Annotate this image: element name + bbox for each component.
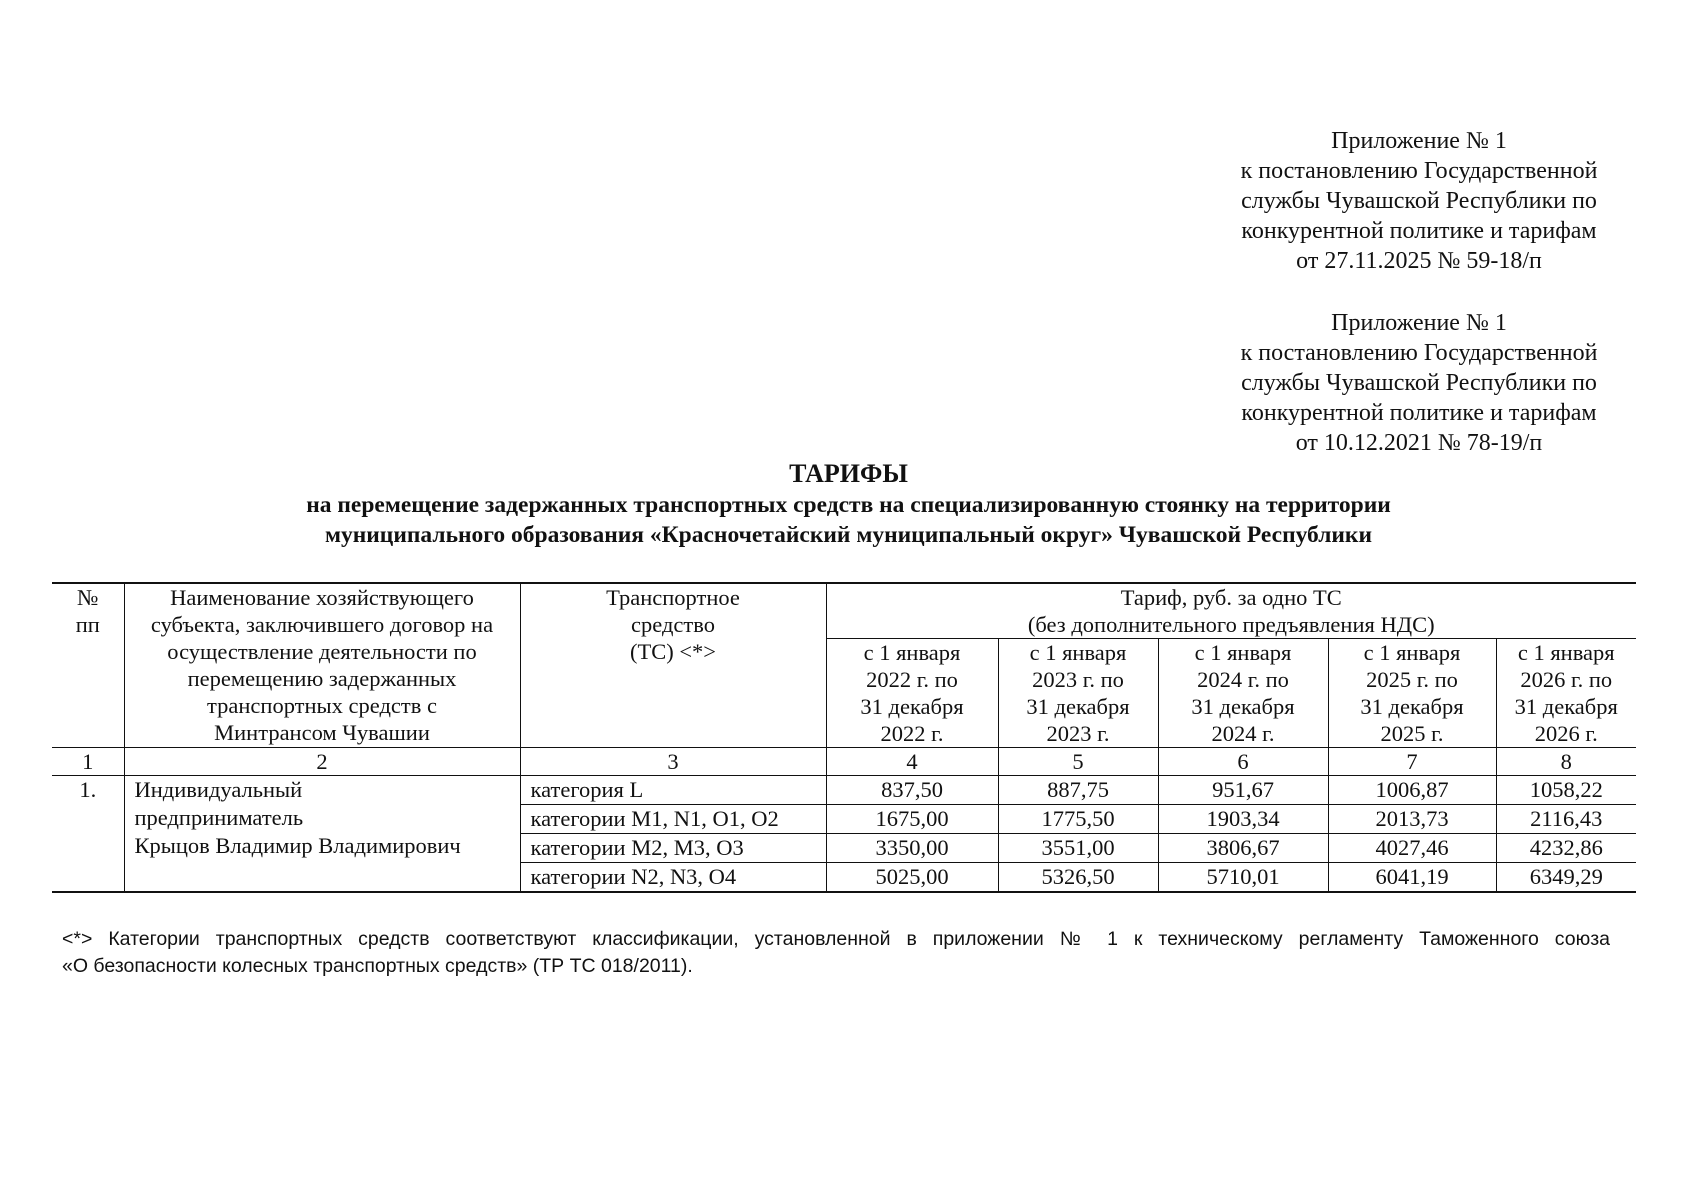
- header-num: № пп: [52, 583, 124, 748]
- vehicle-category: категории M2, M3, O3: [520, 834, 826, 863]
- column-number: 2: [124, 748, 520, 776]
- column-number: 6: [1158, 748, 1328, 776]
- vehicle-category: категории N2, N3, O4: [520, 863, 826, 893]
- header-vehicle: Транспортное средство (ТС) <*>: [520, 583, 826, 748]
- column-number: 1: [52, 748, 124, 776]
- tariff-value: 1775,50: [998, 805, 1158, 834]
- tariff-value: 4232,86: [1496, 834, 1636, 863]
- tariff-value: 3806,67: [1158, 834, 1328, 863]
- header-period-2024: с 1 января 2024 г. по 31 декабря 2024 г.: [1158, 639, 1328, 748]
- column-number: 7: [1328, 748, 1496, 776]
- tariff-value: 3350,00: [826, 834, 998, 863]
- header-tariff: Тариф, руб. за одно ТС (без дополнительного предъявления НДС): [826, 583, 1636, 639]
- annex-label: Приложение № 1: [1331, 128, 1507, 154]
- tariff-value: 6349,29: [1496, 863, 1636, 893]
- vehicle-category: категория L: [520, 776, 826, 805]
- tariff-table: [52, 582, 1636, 893]
- tariff-value: 1903,34: [1158, 805, 1328, 834]
- annex-text: службы Чувашской Республики по: [1241, 370, 1597, 396]
- column-number: 3: [520, 748, 826, 776]
- table-row: [52, 776, 1636, 805]
- tariff-value: 6041,19: [1328, 863, 1496, 893]
- tariff-value: 951,67: [1158, 776, 1328, 805]
- footnote-line: <*> Категории транспортных средств соответствуют классификации, установленной в приложении № 1 к техническому регламенту Таможенного союза: [62, 928, 1610, 950]
- annex-text: службы Чувашской Республики по: [1241, 188, 1597, 214]
- column-number: 5: [998, 748, 1158, 776]
- header-period-2026: с 1 января 2026 г. по 31 декабря 2026 г.: [1496, 639, 1636, 748]
- column-number-row: [52, 748, 1636, 776]
- tariff-value: 5025,00: [826, 863, 998, 893]
- annex-text: конкурентной политике и тарифам: [1241, 400, 1597, 426]
- row-number: 1.: [52, 776, 124, 893]
- annex-header-current: [1209, 126, 1629, 276]
- tariff-value: 4027,46: [1328, 834, 1496, 863]
- tariff-value: 1675,00: [826, 805, 998, 834]
- tariff-value: 2116,43: [1496, 805, 1636, 834]
- annex-date: от 27.11.2025 № 59-18/п: [1296, 248, 1542, 274]
- document-title-block: [0, 458, 1697, 550]
- header-period-2023: с 1 января 2023 г. по 31 декабря 2023 г.: [998, 639, 1158, 748]
- annex-text: к постановлению Государственной: [1240, 340, 1598, 366]
- header-entity: Наименование хозяйствующего субъекта, заключившего договор на осуществление деятельности по перемещению задержанных транспортных средств с Минтрансом Чувашии: [124, 583, 520, 748]
- footnote: [62, 926, 1610, 980]
- tariff-value: 1006,87: [1328, 776, 1496, 805]
- header-period-2022: с 1 января 2022 г. по 31 декабря 2022 г.: [826, 639, 998, 748]
- annex-label: Приложение № 1: [1331, 310, 1507, 336]
- annex-text: к постановлению Государственной: [1240, 158, 1598, 184]
- column-number: 4: [826, 748, 998, 776]
- header-period-2025: с 1 января 2025 г. по 31 декабря 2025 г.: [1328, 639, 1496, 748]
- tariff-value: 1058,22: [1496, 776, 1636, 805]
- document-subtitle-line: муниципального образования «Красночетайский муниципальный округ» Чувашской Республики: [324, 522, 1373, 548]
- tariff-value: 3551,00: [998, 834, 1158, 863]
- footnote-line: «О безопасности колесных транспортных средств» (ТР ТС 018/2011).: [62, 955, 693, 977]
- tariff-value: 887,75: [998, 776, 1158, 805]
- document-subtitle-line: на перемещение задержанных транспортных средств на специализированную стоянку на территории: [306, 492, 1391, 518]
- tariff-value: 5326,50: [998, 863, 1158, 893]
- tariff-value: 5710,01: [1158, 863, 1328, 893]
- annex-text: конкурентной политике и тарифам: [1241, 218, 1597, 244]
- column-number: 8: [1496, 748, 1636, 776]
- entity-name: Индивидуальный предприниматель Крыцов Владимир Владимирович: [124, 776, 520, 893]
- tariff-value: 837,50: [826, 776, 998, 805]
- document-title: ТАРИФЫ: [789, 459, 908, 488]
- tariff-value: 2013,73: [1328, 805, 1496, 834]
- vehicle-category: категории M1, N1, O1, O2: [520, 805, 826, 834]
- annex-date: от 10.12.2021 № 78-19/п: [1295, 430, 1543, 456]
- annex-header-original: [1209, 308, 1629, 458]
